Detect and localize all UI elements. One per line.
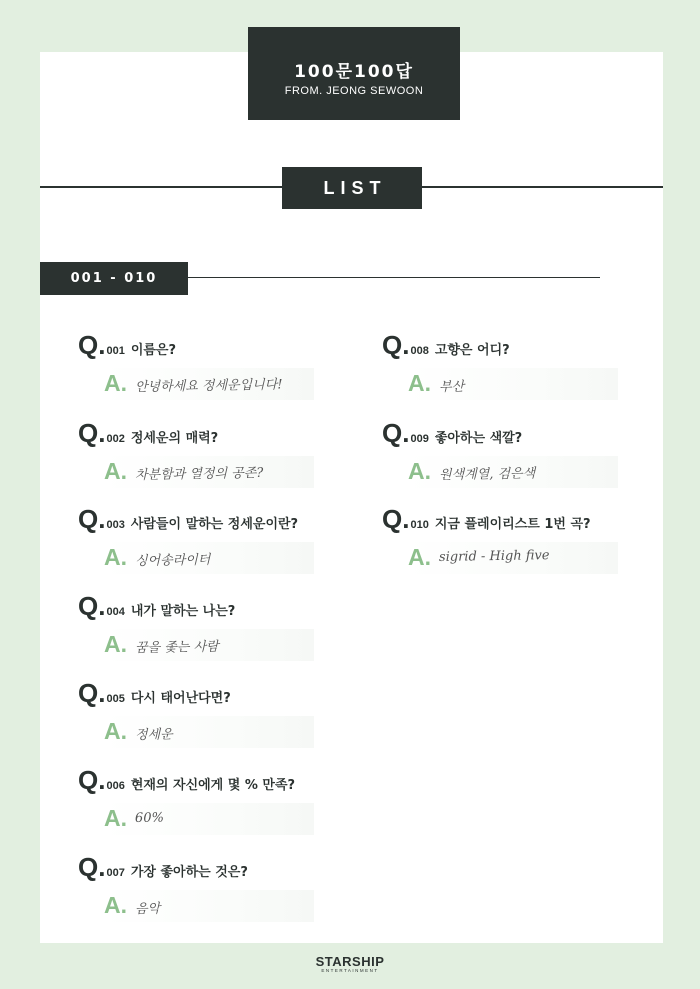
q-mark: Q. — [78, 678, 106, 708]
qa-item-010 — [382, 504, 682, 584]
q-mark: Q. — [78, 765, 106, 795]
q-mark: Q. — [382, 330, 410, 360]
answer-text: 싱어송라이터 — [134, 552, 211, 569]
answer-text: 음악 — [134, 901, 161, 917]
a-mark: A. — [104, 805, 127, 831]
question-text: 내가 말하는 나는? — [130, 604, 236, 619]
qa-item-005 — [78, 678, 378, 758]
q-mark: Q. — [78, 504, 106, 534]
a-mark: A. — [104, 892, 127, 918]
a-mark: A. — [408, 544, 431, 570]
question-number: 001 — [106, 345, 125, 357]
q-mark: Q. — [382, 418, 410, 448]
a-mark: A. — [408, 458, 431, 484]
answer-text: 정세운 — [134, 727, 173, 743]
section-divider — [188, 277, 600, 278]
q-mark: Q. — [78, 330, 106, 360]
question-number: 005 — [106, 693, 125, 705]
question-number: 007 — [106, 867, 125, 879]
q-mark: Q. — [78, 852, 106, 882]
question-text: 좋아하는 색깔? — [434, 431, 523, 446]
qa-item-003 — [78, 504, 378, 584]
a-mark: A. — [104, 544, 127, 570]
answer-text: 60% — [134, 810, 165, 826]
section-label: 001 - 010 — [40, 262, 188, 295]
question-text: 지금 플레이리스트 1번 곡? — [434, 517, 591, 532]
q-mark: Q. — [78, 418, 106, 448]
question-number: 003 — [106, 519, 125, 531]
question-number: 009 — [410, 433, 429, 445]
qa-item-008 — [382, 330, 682, 410]
q-mark: Q. — [382, 504, 410, 534]
qa-item-002 — [78, 418, 378, 498]
a-mark: A. — [104, 458, 127, 484]
answer-text: sigrid - High five — [438, 548, 550, 565]
question-text: 고향은 어디? — [434, 343, 510, 358]
logo-subtext: ENTERTAINMENT — [321, 968, 379, 973]
question-text: 사람들이 말하는 정세운이란? — [130, 517, 299, 532]
a-mark: A. — [104, 718, 127, 744]
page-subtitle: FROM. JEONG SEWOON — [284, 85, 424, 97]
header-box — [248, 27, 460, 120]
answer-text: 원색계열, 검은색 — [438, 466, 536, 483]
list-label: LIST — [282, 167, 422, 209]
question-number: 010 — [410, 519, 429, 531]
question-text: 이름은? — [130, 343, 177, 358]
page-title: 100문100답 — [294, 62, 414, 82]
logo-text: STARSHIP — [315, 954, 385, 969]
a-mark: A. — [104, 370, 127, 396]
question-text: 현재의 자신에게 몇 % 만족? — [130, 778, 296, 793]
question-text: 가장 좋아하는 것은? — [130, 865, 248, 880]
question-number: 008 — [410, 345, 429, 357]
a-mark: A. — [104, 631, 127, 657]
question-text: 다시 태어난다면? — [130, 691, 231, 706]
question-number: 006 — [106, 780, 125, 792]
starship-logo — [0, 954, 700, 973]
question-text: 정세운의 매력? — [130, 431, 219, 446]
a-mark: A. — [408, 370, 431, 396]
answer-text: 꿈을 좇는 사람 — [134, 639, 219, 656]
qa-item-006 — [78, 765, 378, 845]
qa-item-001 — [78, 330, 378, 410]
qa-item-007 — [78, 852, 378, 932]
answer-text: 부산 — [438, 379, 465, 395]
answer-text: 차분함과 열정의 공존? — [134, 465, 264, 483]
question-number: 002 — [106, 433, 125, 445]
qa-item-009 — [382, 418, 682, 498]
qa-item-004 — [78, 591, 378, 671]
answer-text: 안녕하세요 정세운입니다! — [134, 377, 283, 395]
q-mark: Q. — [78, 591, 106, 621]
question-number: 004 — [106, 606, 125, 618]
